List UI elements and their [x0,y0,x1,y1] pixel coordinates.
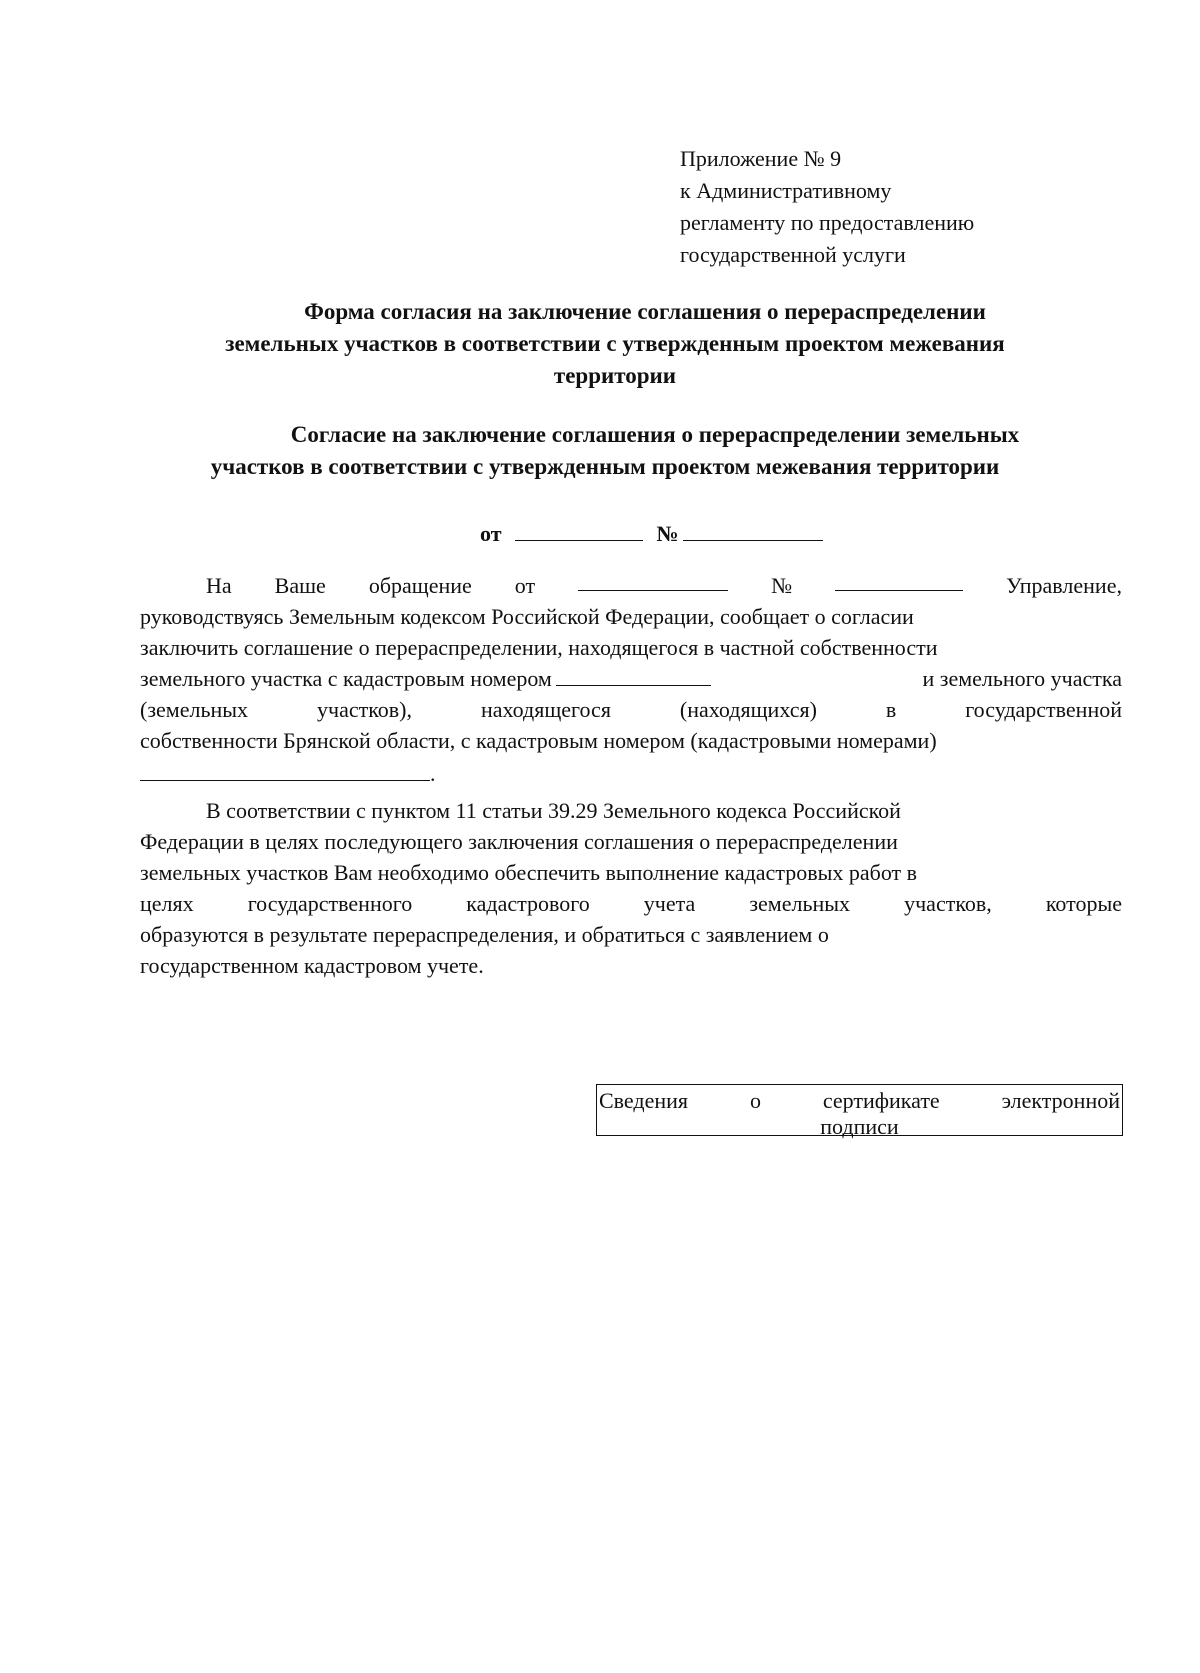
paragraph-cadastral [140,795,1122,981]
word: учета [643,891,696,916]
number-blank [683,518,823,541]
paragraph-line: собственности Брянской области, с кадастровым номером (кадастровыми номерами) [140,728,937,753]
word: обращение [368,573,472,598]
word: целях [140,891,194,916]
word: земельного участка с кадастровым номером [140,666,552,691]
paragraph-line [140,758,1122,789]
annex-line: Приложение № 9 [680,146,842,171]
word: № [771,573,793,598]
word: от [514,573,536,598]
word: которые [1045,891,1122,916]
paragraph-line: Федерации в целях последующего заключения соглашения о перераспределении [140,829,898,854]
form-title-line: территории [553,363,677,388]
consent-title [150,419,1080,483]
annex-line: к Административному [680,178,892,203]
word: находящегося [480,697,611,722]
word: (находящихся) [679,697,817,722]
word: . [430,761,436,786]
word: электронной [1001,1088,1120,1113]
date-number-line [480,518,823,547]
signature-box-row: подписи [820,1114,899,1139]
word: о [749,1088,761,1113]
form-title-line: земельных участков в соответствии с утвержденным проектом межевания [225,331,1005,356]
annex-line: регламенту по предоставлению [680,210,975,235]
from-label: от [480,521,502,546]
cadastral-number-blank [556,665,711,686]
word: (земельных [140,697,249,722]
paragraph-line: заключить соглашение о перераспределении, находящегося в частной собственности [140,635,938,660]
appeal-date-blank [578,570,728,591]
paragraph-line: В соответствии с пунктом 11 статьи 39.29 Земельного кодекса Российской [206,798,901,823]
paragraph-line: образуются в результате перераспределения, и обратиться с заявлением о [140,922,829,947]
annex-line: государственной услуги [680,242,906,267]
paragraph-line: государственном кадастровом учете. [140,953,484,978]
signature-certificate-box [596,1084,1123,1139]
word: Управление, [1006,573,1122,598]
word: На [206,573,232,598]
word: Ваше [274,573,326,598]
signature-box-row [597,1085,1122,1115]
date-blank [515,518,643,541]
word: в [885,697,897,722]
paragraph-line [140,570,1122,601]
state-cadastral-blank [140,760,430,781]
annex-header [680,143,974,271]
form-title-line: Форма согласия на заключение соглашения о перераспределении [304,299,986,324]
word: кадастрового [466,891,590,916]
paragraph-line [140,694,1122,725]
word: земельных [749,891,851,916]
word: Сведения [599,1088,689,1113]
word: сертификате [822,1088,940,1113]
word: государственного [247,891,413,916]
paragraph-line [140,663,1122,694]
paragraph-line [140,888,1122,919]
word: государственной [965,697,1122,722]
word: участков), [317,697,412,722]
consent-title-line: участков в соответствии с утвержденным проектом межевания территории [210,454,1000,479]
number-label: № [656,521,679,546]
paragraph-consent [140,570,1122,789]
word: участков, [904,891,992,916]
paragraph-line: руководствуясь Земельным кодексом Российской Федерации, сообщает о согласии [140,604,914,629]
paragraph-line: земельных участков Вам необходимо обеспечить выполнение кадастровых работ в [140,860,918,885]
word: и земельного участка [922,666,1122,691]
form-title [150,296,1080,392]
appeal-number-blank [835,570,963,591]
consent-title-line: Согласие на заключение соглашения о перераспределении земельных [290,422,1020,447]
